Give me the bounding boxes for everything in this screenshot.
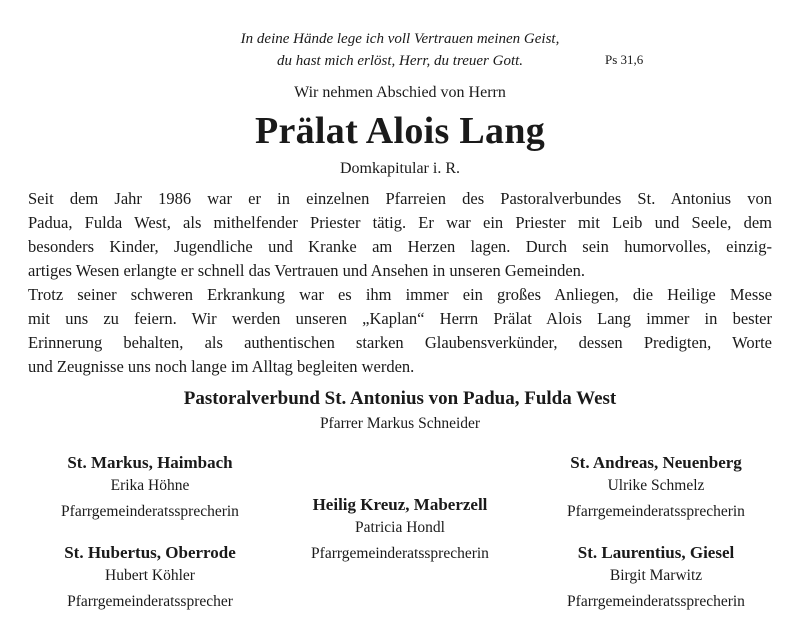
body-line: artiges Wesen erlangte er schnell das Vertrauen und Ansehen in unseren Gemeinden. bbox=[28, 261, 586, 280]
body-line: und Zeugnisse uns noch lange im Alltag begleiten werden. bbox=[28, 357, 415, 376]
parish-name: St. Laurentius, Giesel bbox=[577, 543, 735, 562]
parish-person: Erika Höhne bbox=[110, 477, 190, 494]
parish-name: Heilig Kreuz, Maberzell bbox=[312, 495, 488, 514]
parish-name: St. Hubertus, Oberrode bbox=[64, 543, 236, 562]
body-line: Padua, Fulda West, als mithelfender Priester tätig. Er war ein Priester mit Leib und Seele, dem bbox=[28, 213, 772, 232]
parish-role: Pfarrgemeinderatssprecher bbox=[67, 593, 233, 610]
parish-st-andreas bbox=[526, 451, 786, 523]
parish-st-markus bbox=[20, 451, 280, 523]
bible-verse bbox=[150, 28, 650, 72]
parish-heilig-kreuz bbox=[270, 493, 530, 565]
verse-line-1: In deine Hände lege ich voll Vertrauen meinen Geist, bbox=[240, 31, 560, 47]
parish-st-laurentius bbox=[526, 541, 786, 613]
deceased-title: Domkapitular i. R. bbox=[340, 160, 460, 177]
body-line: Trotz seiner schweren Erkrankung war es ihm immer ein großes Anliegen, die Heilige Messe bbox=[28, 285, 772, 304]
body-line: Erinnerung behalten, als authentischen starken Glaubensverkünder, dessen Predigten, Worte bbox=[28, 333, 772, 352]
parish-person: Patricia Hondl bbox=[355, 519, 445, 536]
body-line: Seit dem Jahr 1986 war er in einzelnen Pfarreien des Pastoralverbundes St. Antonius von bbox=[28, 189, 772, 208]
parish-role: Pfarrgemeinderatssprecherin bbox=[567, 503, 745, 520]
parish-person: Birgit Marwitz bbox=[609, 567, 703, 584]
parish-role: Pfarrgemeinderatssprecherin bbox=[311, 545, 489, 562]
pastor-name: Pfarrer Markus Schneider bbox=[319, 415, 481, 432]
parish-name: St. Andreas, Neuenberg bbox=[570, 453, 742, 472]
obituary-text bbox=[28, 187, 772, 379]
parish-person: Ulrike Schmelz bbox=[607, 477, 705, 494]
deceased-name: Prälat Alois Lang bbox=[254, 110, 546, 152]
verse-reference: Ps 31,6 bbox=[605, 52, 644, 67]
body-line: besonders Kinder, Jugendliche und Kranke am Herzen lagen. Durch sein humorvolles, einzig- bbox=[28, 237, 772, 256]
parish-role: Pfarrgemeinderatssprecherin bbox=[567, 593, 745, 610]
verse-line-2: du hast mich erlöst, Herr, du treuer Gott. bbox=[276, 53, 524, 69]
organization-name: Pastoralverbund St. Antonius von Padua, Fulda West bbox=[183, 388, 617, 409]
parish-name: St. Markus, Haimbach bbox=[67, 453, 233, 472]
parish-role: Pfarrgemeinderatssprecherin bbox=[61, 503, 239, 520]
farewell-intro: Wir nehmen Abschied von Herrn bbox=[294, 84, 506, 101]
body-line: mit uns zu feiern. Wir werden unseren „Kaplan“ Herrn Prälat Alois Lang immer in bester bbox=[28, 309, 772, 328]
parish-st-hubertus bbox=[20, 541, 280, 613]
parish-person: Hubert Köhler bbox=[105, 567, 195, 584]
